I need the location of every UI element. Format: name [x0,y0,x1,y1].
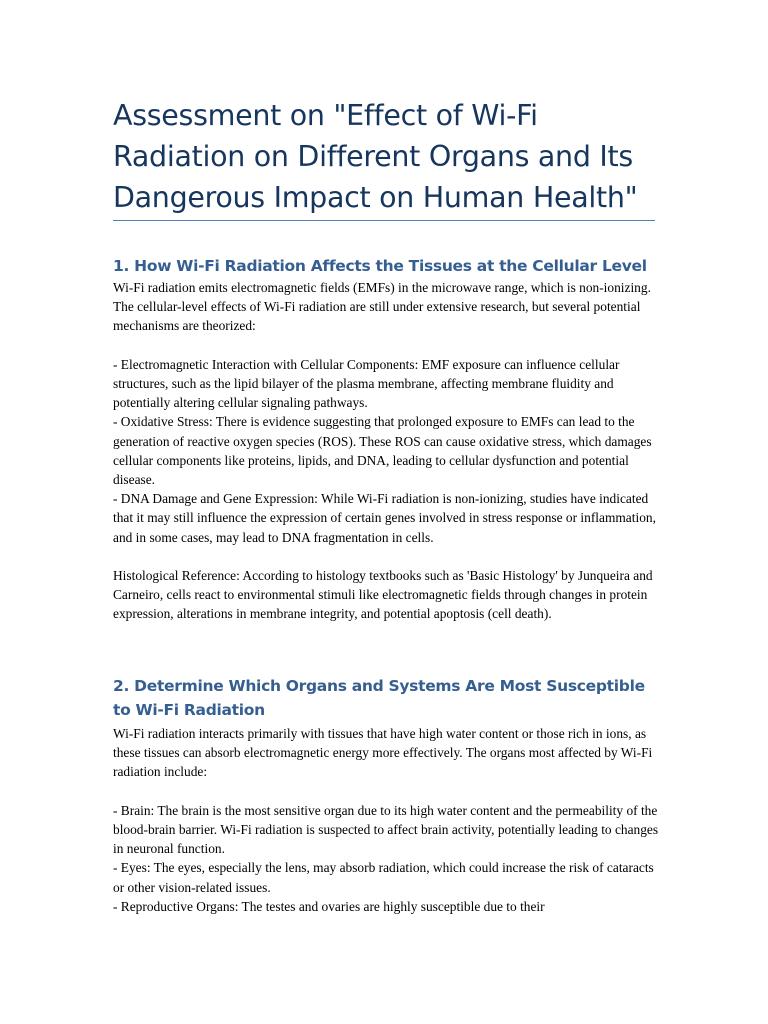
document-title: Assessment on "Effect of Wi-Fi Radiation on Different Organs and Its Dangerous Impact on Human Health" [113,99,638,214]
section-1-bullet-membrane: - Electromagnetic Interaction with Cellular Components: EMF exposure can influence cellular structures, such as the lipid bilayer of the plasma membrane, affecting membrane fluidity and potentially altering cellular signaling pathways. [113,356,620,411]
section-2-intro-paragraph: Wi-Fi radiation interacts primarily with tissues that have high water content or those rich in ions, as these tissues can absorb electromagnetic energy more effectively. The organs most affected by Wi-Fi radiation include: [113,726,653,780]
section-2-bullet-eyes: - Eyes: The eyes, especially the lens, may absorb radiation, which could increase the risk of cataracts or other vision-related issues. [113,860,654,895]
section-2-bullet-brain: - Brain: The brain is the most sensitive organ due to its high water content and the permeability of the blood-brain barrier. Wi-Fi radiation is suspected to affect brain activity, potentially leading to changes in neuronal function. [113,802,659,857]
section-2-bullet-reproductive-organs: - Reproductive Organs: The testes and ovaries are highly susceptible due to their [113,898,545,914]
section-1-heading: 1. How Wi-Fi Radiation Affects the Tissues at the Cellular Level [113,257,647,275]
title-underline-divider [113,220,655,221]
section-2-body [113,724,661,916]
section-1-histological-reference: Histological Reference: According to histology textbooks such as 'Basic Histology' by Junqueira and Carneiro, cells react to environmental stimuli like electromagnetic fields through changes in protein expression, alterations in membrane integrity, and potential apoptosis (cell death). [113,568,653,622]
section-1-intro-paragraph: Wi-Fi radiation emits electromagnetic fields (EMFs) in the microwave range, which is non-ionizing. The cellular-level effects of Wi-Fi radiation are still under extensive research, but several potential mechanisms are theorized: [113,280,651,334]
paragraph-spacer [113,336,661,355]
paragraph-spacer [113,547,661,566]
section-1-bullet-oxidative-stress: - Oxidative Stress: There is evidence suggesting that prolonged exposure to EMFs can lead to the generation of reactive oxygen species (ROS). These ROS can cause oxidative stress, which damages cellular components like proteins, lipids, and DNA, leading to cellular dysfunction and potential disease. [113,414,652,488]
section-1-body [113,278,661,624]
section-1-bullet-dna-damage: - DNA Damage and Gene Expression: While Wi-Fi radiation is non-ionizing, studies have indicated that it may still influence the expression of certain genes involved in stress response or inflammation, and in some cases, may lead to DNA fragmentation in cells. [113,491,656,545]
section-2-heading: 2. Determine Which Organs and Systems Are Most Susceptible to Wi-Fi Radiation [113,677,645,719]
paragraph-spacer [113,782,661,801]
